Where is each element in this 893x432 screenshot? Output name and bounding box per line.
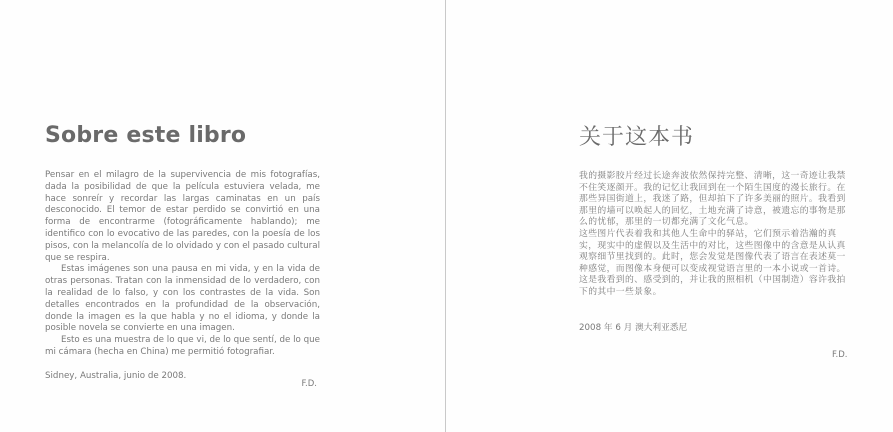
body-text-spanish bbox=[45, 170, 320, 383]
date-chinese: 2008 年 6 月 澳大利亚悉尼 bbox=[579, 323, 688, 333]
signature-right: F.D. bbox=[832, 350, 848, 360]
body-text-chinese bbox=[579, 171, 851, 299]
signature-left: F.D. bbox=[301, 379, 317, 389]
paragraph-1-zh: 我的摄影胶片经过长途奔波依然保持完整、清晰，这一奇迹让我禁不住笑逐颜开。我的记忆让我回到在一个陌生国度的漫长旅行。在那些异国街道上，我迷了路，但却拍下了许多美丽的照片。我看到那里的墙可以唤起人的回忆，土地充满了诗意，被遗忘的事物是那么的忧郁，那里的一切都充满了文化气息。 bbox=[579, 171, 846, 228]
page-gutter bbox=[445, 0, 446, 432]
place-date: Sidney, Australia, junio de 2008. bbox=[45, 370, 187, 381]
left-page bbox=[0, 0, 445, 432]
paragraph-3-zh: 这是我看到的、感受到的，并让我的照相机（中国制造）容许我拍下的其中一些景象。 bbox=[579, 275, 846, 297]
paragraph-3: Esto es una muestra de lo que vi, de lo que sentí, de lo que mi cámara (hecha en China) me permitió fotografiar. bbox=[45, 335, 320, 357]
right-page bbox=[447, 0, 893, 432]
page-title-chinese: 关于这本书 bbox=[579, 125, 695, 150]
paragraph-2: Estas imágenes son una pausa en mi vida, y en la vida de otras personas. Tratan con la inmensidad de lo verdadero, con la realidad de lo falso, y con los contrastes de la vida. Son detalles encontrados en la profundidad de la observación, donde la imagen es la que habla y no el idioma, y donde la posible novela se convierte en una imagen. bbox=[45, 264, 320, 334]
paragraph-1: Pensar en el milagro de la supervivencia de mis fotografías, dada la posibilidad de que la película estuviera velada, me hace sonreír y recordar las largas caminatas en un país desconocido. El temor de estar perdido se convirtió en una forma de encontrarme (fotográficamente hablando); me identifico con lo evocativo de las paredes, con la poesía de los pisos, con la melancolía de lo olvidado y con el pasado cultural que se respira. bbox=[45, 170, 320, 263]
page-title-spanish: Sobre este libro bbox=[45, 123, 247, 148]
paragraph-2-zh: 这些图片代表着我和其他人生命中的驿站，它们预示着浩瀚的真实，现实中的虚假以及生活中的对比，这些图像中的含意是从认真观察细节里找到的。此时，您会发觉是图像代表了语言在表述莫一种感觉，而图像本身便可以变成视觉语言里的一本小说或一首诗。 bbox=[579, 228, 846, 274]
